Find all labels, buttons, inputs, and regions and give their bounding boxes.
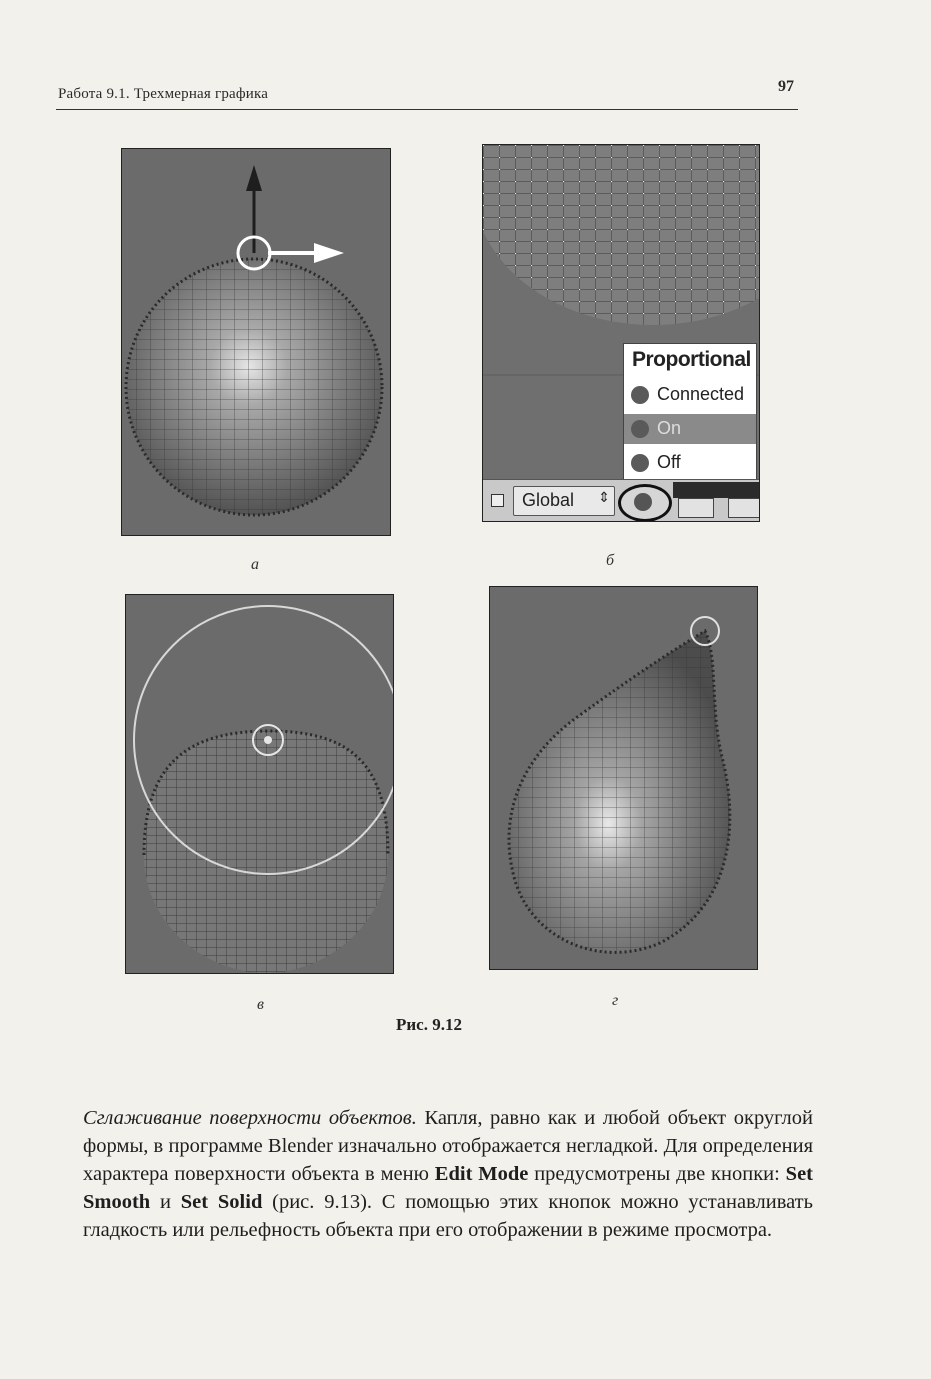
paragraph-text: Капля, равно как и любой объект округлой формы, в программе Blender изначально отображается негладкой. Для определения характера поверхности объекта в меню	[83, 1106, 813, 1185]
orientation-select[interactable]	[513, 486, 615, 516]
proportional-dot-icon	[634, 493, 652, 511]
term-edit-mode: Edit Mode	[434, 1162, 529, 1185]
radio-dot-icon	[631, 454, 649, 472]
subfigure-label-d: г	[612, 992, 619, 1009]
menu-item-off[interactable]	[624, 448, 756, 478]
orientation-select-value: Global	[522, 490, 575, 510]
menu-item-label: On	[657, 418, 682, 438]
paragraph-lead: Сглаживание поверхности объектов.	[83, 1106, 417, 1129]
sphere-influence-image	[126, 595, 393, 973]
select-arrows-icon: ⇕	[598, 489, 610, 505]
menu-item-label: Off	[657, 452, 681, 472]
figure-panel-c	[125, 594, 394, 974]
menu-item-label: Connected	[657, 384, 745, 404]
radio-dot-icon	[631, 420, 649, 438]
toolbar-button[interactable]	[678, 498, 714, 518]
drop-mesh-image	[490, 587, 757, 969]
paragraph-text: (рис. 9.13). С помощью этих кнопок можно устанавливать гладкость или рельефность объекта при его отображении в режиме просмотра.	[83, 1190, 813, 1241]
term-set-smooth: Set Smooth	[83, 1162, 813, 1213]
menu-item-connected[interactable]	[624, 380, 756, 410]
toolbar-checkbox[interactable]	[491, 494, 504, 507]
page-number: 97	[778, 78, 794, 95]
toolbar-button[interactable]	[728, 498, 760, 518]
toolbar-dark-bar	[673, 482, 759, 498]
proportional-menu-title: Proportional	[632, 348, 751, 371]
sphere-image	[122, 149, 390, 535]
paragraph-text: предусмотрены две кнопки:	[528, 1162, 786, 1185]
proportional-edit-button[interactable]	[618, 484, 672, 522]
figure-panel-b	[482, 144, 760, 522]
figure-caption: Рис. 9.12	[396, 1015, 462, 1034]
figure-panel-d	[489, 586, 758, 970]
term-set-solid: Set Solid	[180, 1190, 263, 1213]
subfigure-label-a: а	[251, 556, 259, 573]
proportional-menu	[623, 343, 757, 481]
paragraph-text: и	[150, 1190, 181, 1213]
radio-dot-icon	[631, 386, 649, 404]
header-rule	[56, 109, 798, 110]
body-paragraph	[83, 1104, 813, 1244]
viewport-toolbar	[483, 479, 759, 522]
subfigure-label-c: в	[257, 996, 264, 1013]
menu-item-on[interactable]	[624, 414, 756, 444]
running-head: Работа 9.1. Трехмерная графика	[58, 86, 269, 102]
subfigure-label-b: б	[606, 552, 615, 569]
figure-panel-a	[121, 148, 391, 536]
